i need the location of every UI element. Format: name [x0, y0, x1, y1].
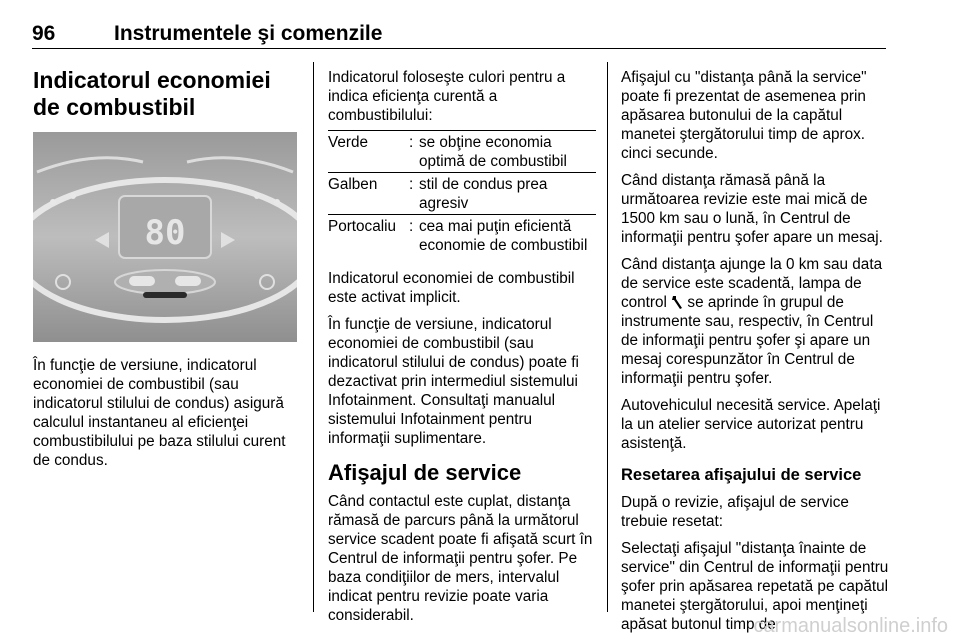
color-term: Verde	[328, 134, 368, 151]
separator: :	[409, 218, 414, 235]
paragraph: Autovehiculul necesită service. Apelaţi la un atelier service autorizat pentru asistenţă.	[621, 397, 881, 452]
paragraph: În funcţie de versiune, indicatorul economiei de combustibil (sau indicatorul stilului de condus) poate fi dezactivat prin intermediul sistemului Infotainment. Consultaţi manualul sistemului Infotainment pentru informaţii suplimentare.	[328, 316, 579, 447]
separator: :	[409, 176, 414, 193]
page-header	[32, 22, 886, 49]
color-description: se obţine economia optimă de combustibil	[419, 134, 567, 170]
column-2	[328, 68, 596, 633]
page-number: 96	[32, 22, 56, 45]
paragraph-text: Când distanţa ajunge la 0 km sau data de service este scadentă, lampa de control	[621, 256, 883, 311]
color-term: Galben	[328, 176, 378, 193]
watermark: carmanualsonline.info	[753, 615, 948, 637]
section-title: Instrumentele şi comenzile	[114, 22, 383, 45]
heading-reset-service: Resetarea afişajului de service	[621, 466, 862, 484]
paragraph	[621, 255, 889, 388]
color-row	[328, 172, 596, 213]
color-row	[328, 214, 596, 255]
heading-service-display: Afişajul de service	[328, 460, 522, 485]
display-digits: 80	[144, 213, 186, 253]
separator: :	[409, 134, 414, 151]
color-description: cea mai puţin eficientă economie de combustibil	[419, 218, 588, 254]
paragraph: Când contactul este cuplat, distanţa rămasă de parcurs până la următorul service scadent poate fi afişată scurt în Centrul de informaţii pentru şofer. Pe baza condiţiilor de mers, intervalul indicat pentru revizie poate varia considerabil.	[328, 493, 593, 624]
color-description: stil de condus prea agresiv	[419, 176, 548, 212]
paragraph: Indicatorul foloseşte culori pentru a indica eficienţa curentă a combustibilului:	[328, 69, 566, 124]
wrench-icon	[671, 295, 683, 309]
paragraph-text: se aprinde în grupul de instrumente sau, respectiv, în Centrul de informaţii pentru şofer şi apare un mesaj corespunzător în Centrul de informaţii pentru şofer.	[621, 294, 874, 387]
column-3	[621, 68, 889, 642]
instrument-cluster-image	[33, 132, 297, 342]
paragraph: În funcţie de versiune, indicatorul economiei de combustibil (sau indicatorul stilului de condus) asigură calculul instantaneu al eficienţei combustibilului pe baza stilului curent de condus.	[33, 357, 286, 469]
color-row	[328, 130, 596, 171]
paragraph: Indicatorul economiei de combustibil este activat implicit.	[328, 270, 575, 306]
color-term: Portocaliu	[328, 218, 397, 235]
paragraph: Afişajul cu "distanţa până la service" poate fi prezentat de asemenea prin apăsarea butonului de la capătul manetei ştergătorului timp de aprox. cinci secunde.	[621, 69, 867, 162]
paragraph: Când distanţa rămasă până la următoarea revizie este mai mică de 1500 km sau o lună, în Centrul de informaţii pentru şofer apare un mesaj.	[621, 172, 883, 246]
paragraph: Selectaţi afişajul "distanţa înainte de service" din Centrul de informaţii pentru şofer prin apăsarea repetată pe capătul manetei ştergătorului, apoi menţineţi apăsat butonul timp de	[621, 540, 889, 633]
paragraph: După o revizie, afişajul de service trebuie resetat:	[621, 494, 849, 530]
heading-fuel-economy: Indicatorul economiei de combustibil	[33, 67, 271, 120]
column-1	[33, 67, 301, 478]
column-divider	[607, 62, 608, 612]
column-divider	[313, 62, 314, 612]
